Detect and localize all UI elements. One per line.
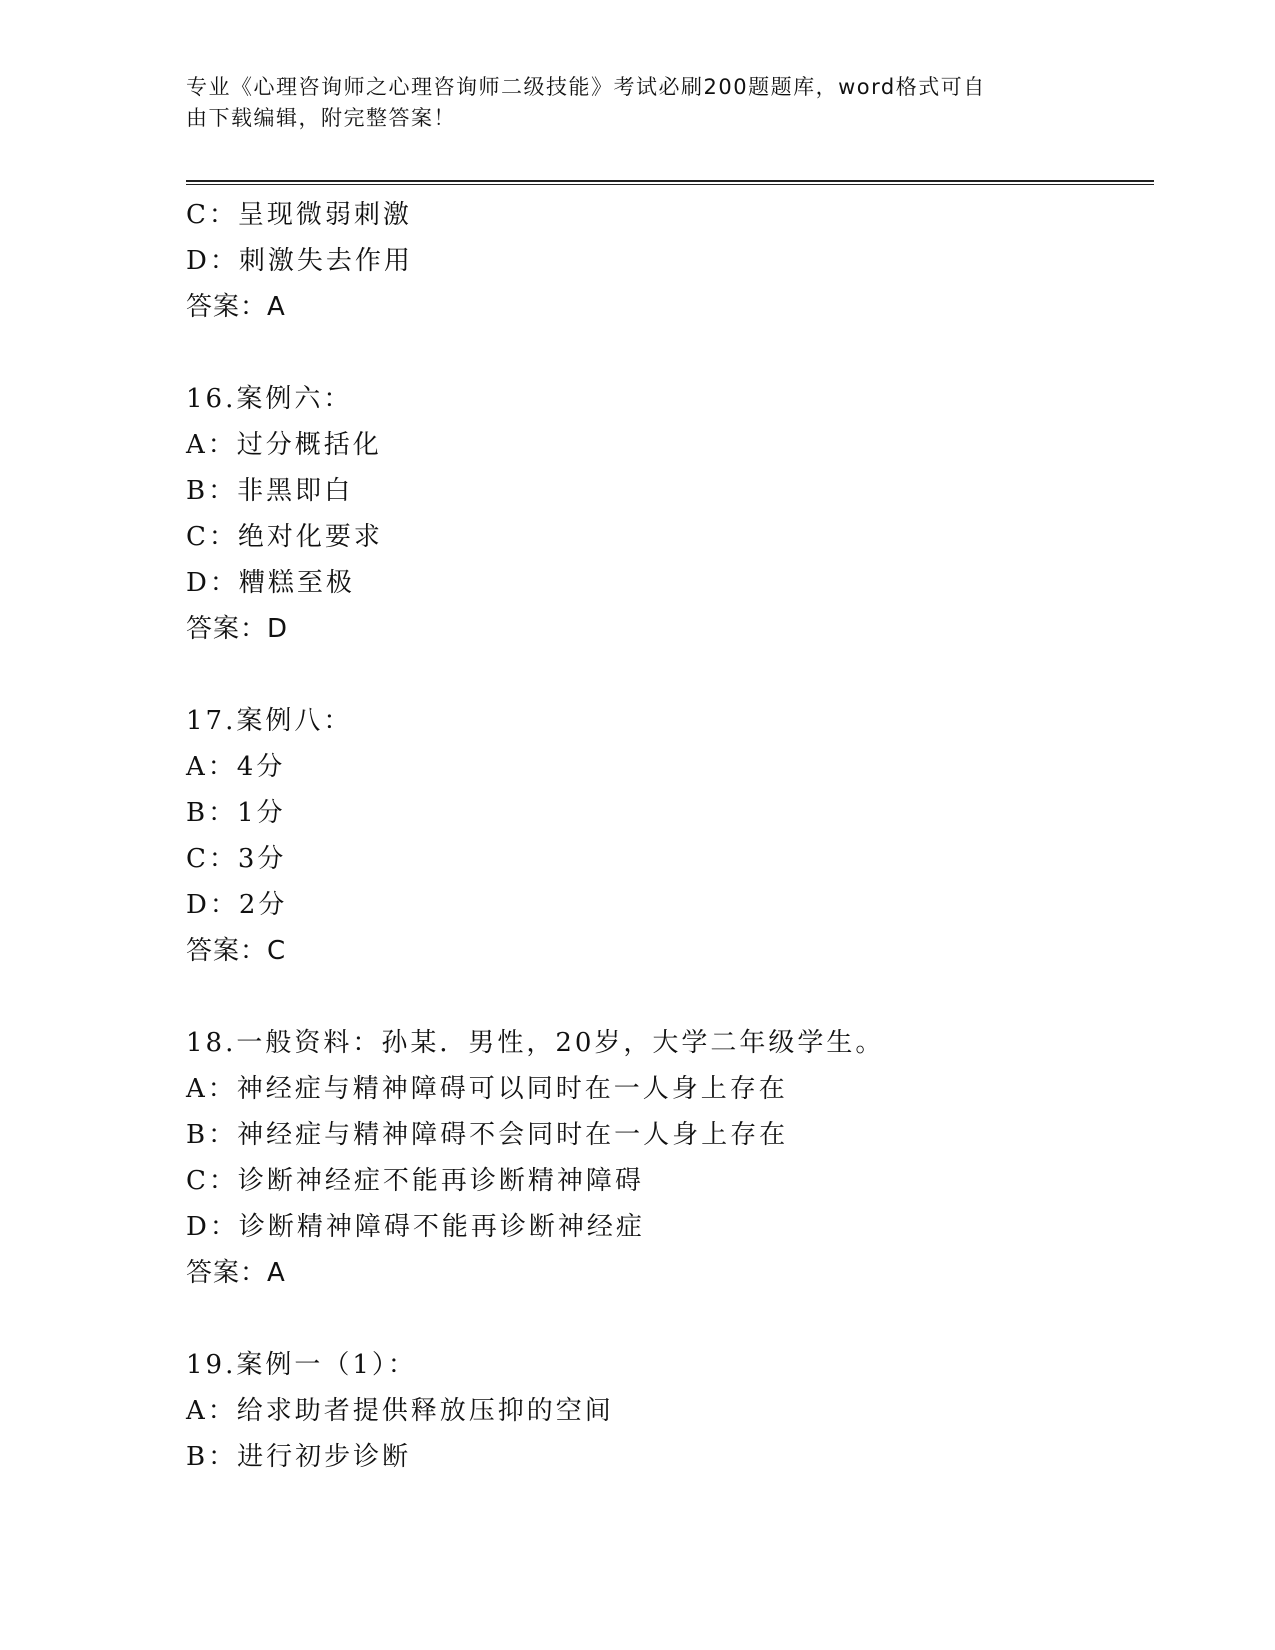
option-c: C：绝对化要求 (186, 522, 383, 552)
answer-line: 答案：C (186, 936, 287, 966)
option-b: B：1分 (186, 798, 286, 828)
option-b: B：进行初步诊断 (186, 1442, 412, 1472)
option-c: C：呈现微弱刺激 (186, 200, 412, 230)
header-line-1: 专业《心理咨询师之心理咨询师二级技能》考试必刷200题题库，word格式可自 (186, 75, 986, 99)
option-a: A：神经症与精神障碍可以同时在一人身上存在 (186, 1074, 788, 1104)
question-title: 16.案例六： (186, 384, 353, 414)
spacer (186, 652, 1154, 698)
option-d: D：诊断精神障碍不能再诊断神经症 (186, 1212, 645, 1242)
option-d: D：糟糕至极 (186, 568, 355, 598)
question-17 (186, 698, 1154, 974)
answer-line: 答案：A (186, 292, 286, 322)
question-title: 19.案例一（1）： (186, 1350, 417, 1380)
option-b: B：非黑即白 (186, 476, 354, 506)
option-a: A：过分概括化 (186, 430, 382, 460)
answer-line: 答案：D (186, 614, 289, 644)
question-19 (186, 1342, 1154, 1480)
question-16 (186, 376, 1154, 652)
spacer (186, 974, 1154, 1020)
option-c: C：诊断神经症不能再诊断精神障碍 (186, 1166, 644, 1196)
option-d: D：2分 (186, 890, 288, 920)
question-18 (186, 1020, 1154, 1296)
spacer (186, 1296, 1154, 1342)
document-header (186, 72, 1066, 134)
question-title: 17.案例八： (186, 706, 353, 736)
header-divider-thin (186, 184, 1154, 185)
header-divider-thick (186, 180, 1154, 182)
spacer (186, 330, 1154, 376)
option-a: A：4分 (186, 752, 286, 782)
question-fragment (186, 192, 1154, 330)
question-title: 18.一般资料：孙某．男性，20岁，大学二年级学生。 (186, 1028, 885, 1058)
option-d: D：刺激失去作用 (186, 246, 413, 276)
option-c: C：3分 (186, 844, 287, 874)
answer-line: 答案：A (186, 1258, 286, 1288)
option-b: B：神经症与精神障碍不会同时在一人身上存在 (186, 1120, 789, 1150)
header-line-2: 由下载编辑，附完整答案！ (186, 106, 456, 130)
question-list (186, 192, 1154, 1480)
option-a: A：给求助者提供释放压抑的空间 (186, 1396, 614, 1426)
